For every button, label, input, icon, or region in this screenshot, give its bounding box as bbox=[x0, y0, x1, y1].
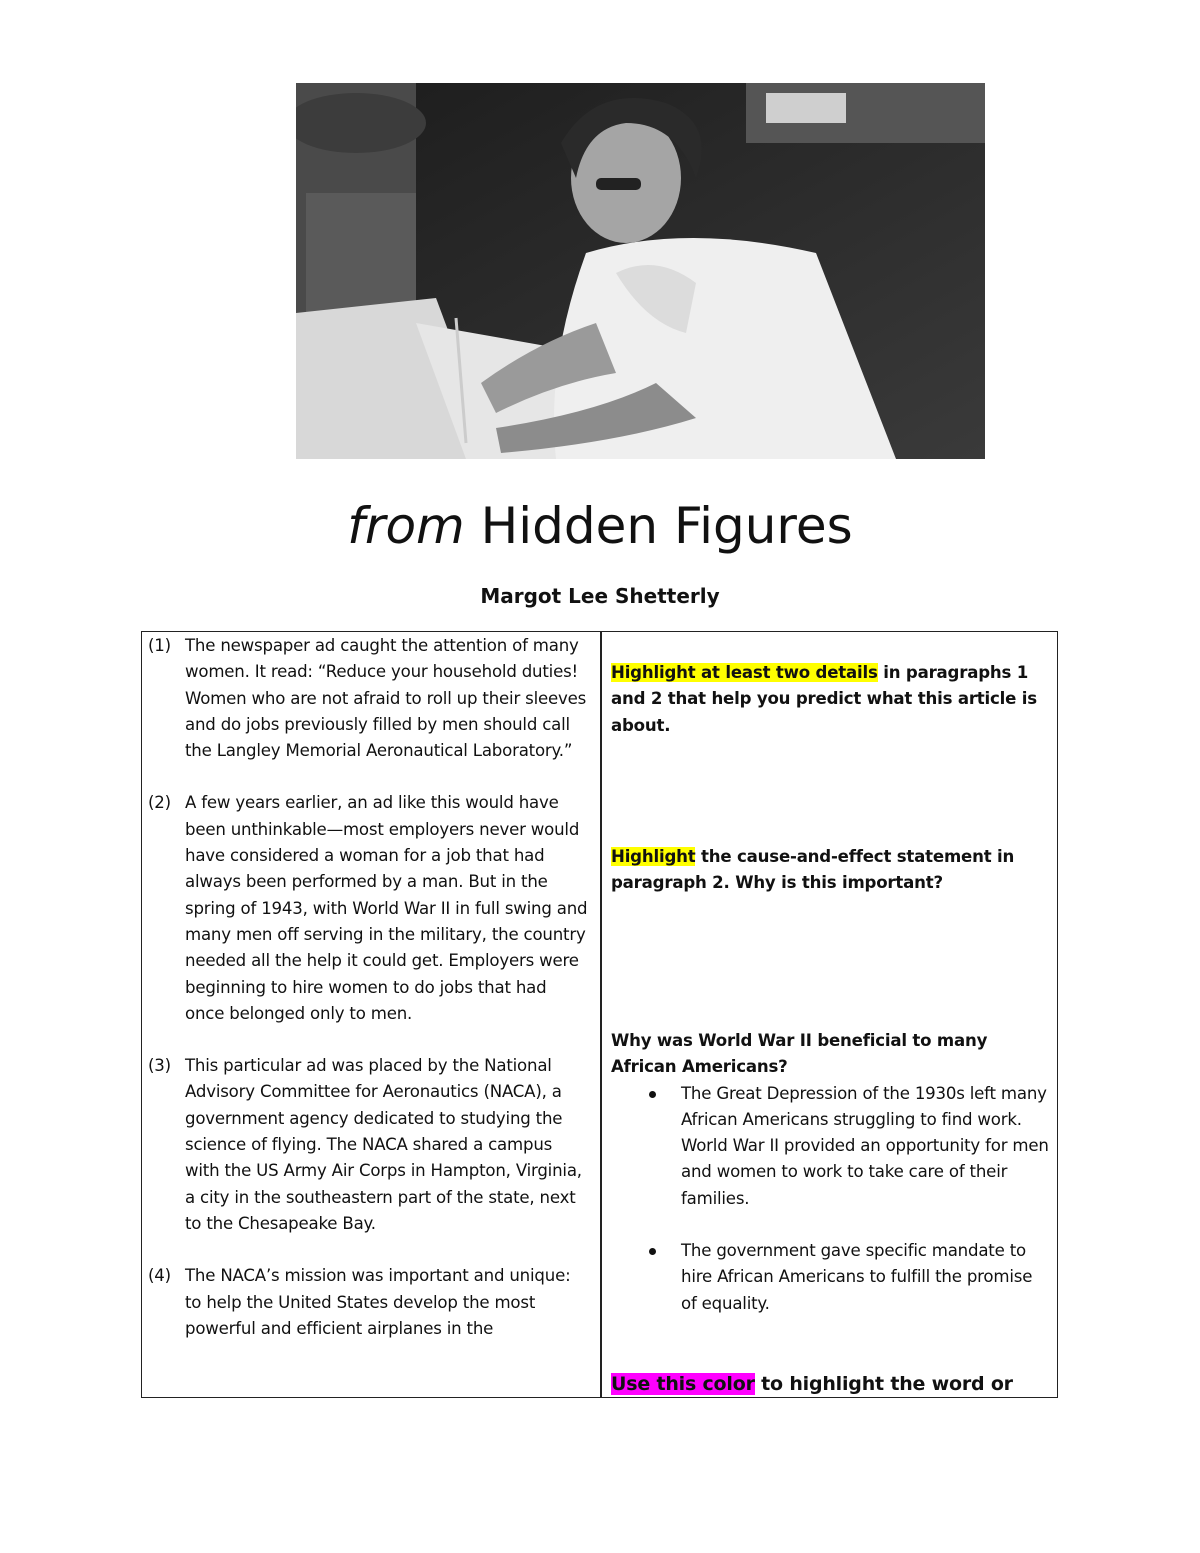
paragraph-number: (4) bbox=[148, 1266, 171, 1286]
column-divider bbox=[600, 631, 602, 1398]
title-italic: from bbox=[347, 497, 465, 555]
answer-bullet bbox=[611, 1238, 1051, 1317]
bullet-text: The government gave specific mandate to hire African Americans to fulfill the promise of equality. bbox=[681, 1241, 1033, 1313]
paragraph-number: (3) bbox=[148, 1056, 171, 1076]
highlight-yellow: Highlight bbox=[611, 847, 696, 866]
bullet-icon bbox=[649, 1248, 656, 1255]
title-rest: Hidden Figures bbox=[464, 497, 853, 555]
paragraph-4 bbox=[148, 1263, 588, 1342]
question-3 bbox=[611, 1028, 1051, 1343]
question-text: in paragraphs 1 and 2 that help you predict what this article is about. bbox=[611, 663, 1037, 735]
document-title bbox=[0, 496, 1200, 556]
paragraph-3 bbox=[148, 1053, 588, 1237]
author-name: Margot Lee Shetterly bbox=[480, 584, 720, 608]
bullet-text: The Great Depression of the 1930s left many African Americans struggling to find work. World War II provided an opportunity for men and women to work to take care of their families. bbox=[681, 1083, 1049, 1208]
paragraph-2 bbox=[148, 790, 588, 1027]
paragraph-text: This particular ad was placed by the National Advisory Committee for Aeronautics (NACA), a government agency dedicated to studying the science of flying. The NACA shared a campus with the US Army Air Corps in Hampton, Virginia, a city in the southeastern part of the state, next to the Chesapeake Bay. bbox=[185, 1056, 582, 1233]
passage-column bbox=[148, 633, 588, 1368]
paragraph-1 bbox=[148, 633, 588, 764]
question-text: to highlight the word or bbox=[754, 1373, 1013, 1395]
highlight-magenta: Use this color bbox=[611, 1373, 755, 1395]
paragraph-number: (1) bbox=[148, 636, 171, 655]
question-2 bbox=[611, 844, 1051, 897]
paragraph-text: A few years earlier, an ad like this would have been unthinkable—most employers never would have considered a woman for a job that had always been performed by a man. But in the spring of 1943, with World War II in full swing and many men off serving in the military, the country needed all the help it could get. Employers were beginning to hire women to do jobs that had once belonged only to men. bbox=[185, 793, 588, 1023]
historical-photo bbox=[296, 83, 985, 459]
question-1 bbox=[611, 660, 1051, 739]
answer-list bbox=[611, 1081, 1051, 1317]
paragraph-text: The newspaper ad caught the attention of many women. It read: “Reduce your household duties! Women who are not afraid to roll up their sleeves and do jobs previously filled by men should call the Langley Memorial Aeronautical Laboratory.” bbox=[185, 636, 587, 761]
paragraph-number: (2) bbox=[148, 793, 171, 813]
question-text: the cause-and-effect statement in paragraph 2. Why is this important? bbox=[611, 847, 1015, 893]
question-4 bbox=[611, 1371, 1051, 1397]
paragraph-text: The NACA’s mission was important and unique: to help the United States develop the most powerful and efficient airplanes in the bbox=[185, 1266, 571, 1338]
highlight-yellow: Highlight at least two details bbox=[611, 663, 878, 682]
answer-bullet bbox=[611, 1081, 1051, 1212]
question-prompt: Why was World War II beneficial to many African Americans? bbox=[611, 1031, 988, 1077]
bullet-icon bbox=[649, 1091, 656, 1098]
